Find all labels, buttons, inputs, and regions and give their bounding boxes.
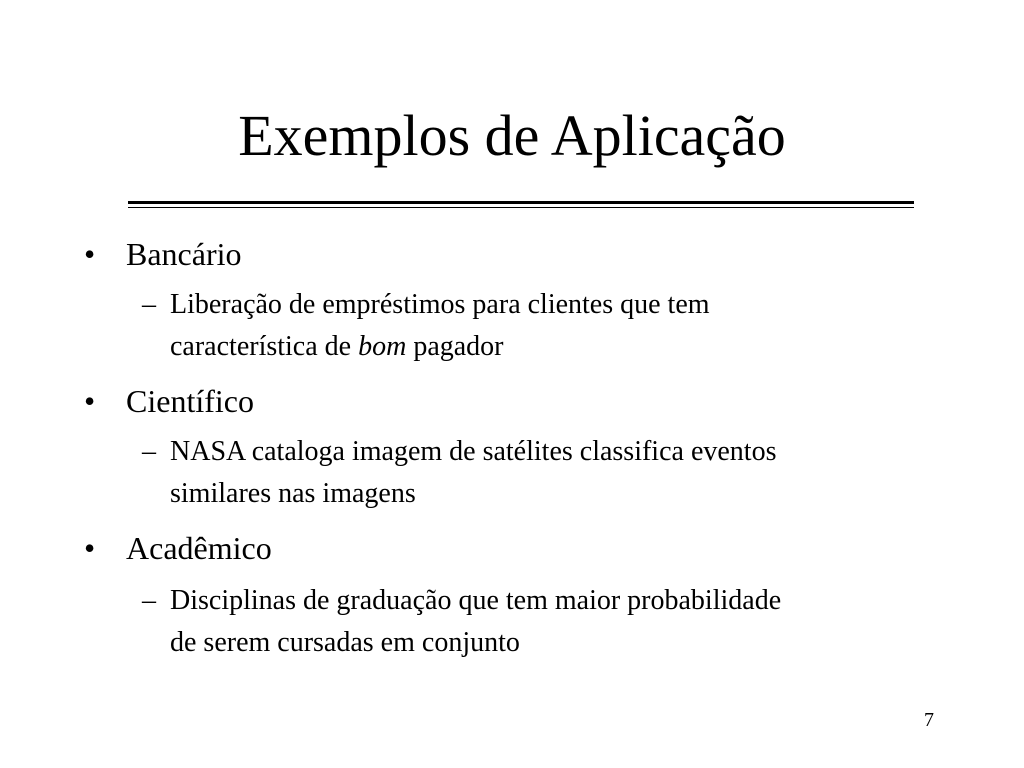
sub-item-cientifico-line1: NASA cataloga imagem de satélites classifica eventos (170, 436, 777, 467)
sub-item-bancario-text-after: pagador (406, 331, 504, 362)
title-divider-thin (128, 207, 914, 208)
bullet-dot-icon: • (84, 383, 96, 419)
sub-item-academico-line2: de serem cursadas em conjunto (170, 627, 520, 658)
slide-title: Exemplos de Aplicação (238, 103, 786, 168)
sub-item-bancario-emphasis: bom (358, 331, 407, 362)
sub-item-bancario-line2 (170, 326, 504, 368)
page-number: 7 (924, 709, 934, 731)
sub-item-cientifico-line2: similares nas imagens (170, 478, 416, 509)
sub-item-bancario-line1: Liberação de empréstimos para clientes que tem (170, 289, 710, 320)
dash-icon: – (142, 585, 156, 616)
bullet-item-cientifico: Científico (126, 383, 254, 419)
dash-icon: – (142, 289, 156, 320)
sub-item-academico-line1: Disciplinas de graduação que tem maior probabilidade (170, 585, 782, 616)
bullet-dot-icon: • (84, 236, 96, 272)
bullet-item-bancario: Bancário (126, 236, 242, 272)
dash-icon: – (142, 436, 156, 467)
bullet-item-academico: Acadêmico (126, 530, 272, 566)
sub-item-bancario-text-before: característica de (170, 331, 359, 362)
title-divider-thick (128, 201, 914, 204)
bullet-dot-icon: • (84, 530, 96, 566)
